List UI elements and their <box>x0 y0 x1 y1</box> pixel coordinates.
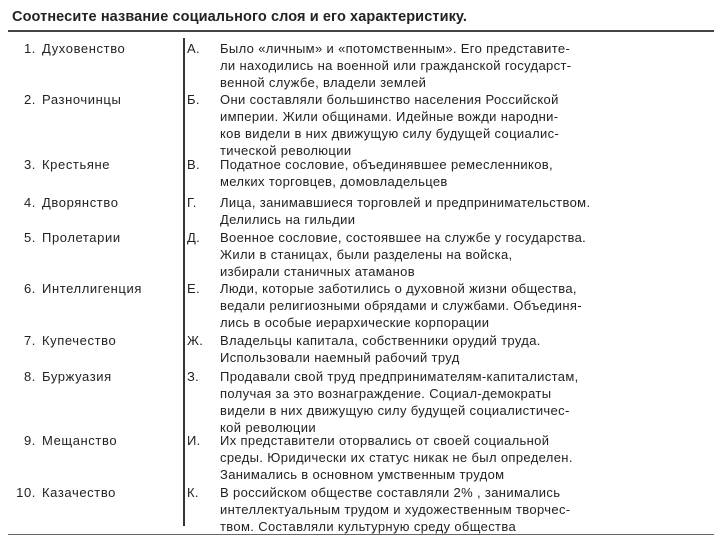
characteristic-text: Владельцы капитала, собственники орудий труда. Использовали наемный рабочий труд <box>220 333 541 365</box>
characteristic-text: Их представители оторвались от своей социальной среды. Юридически их статус никак не был определен. Занимались в основном умственным трудом <box>220 433 573 482</box>
layer-item: 5. Пролетарии <box>23 230 121 245</box>
characteristic-text: Было «личным» и «потомственным». Его представите- ли находились на военной или гражданской государст- венной службе, владели землей <box>220 41 572 90</box>
characteristic-letter: Д. <box>187 230 201 245</box>
characteristic-text: В российском обществе составляли 2% , занимались интеллектуальным трудом и художественным творчес- твом. Составляли культурную среду общества <box>220 485 571 534</box>
layer-item: 3. Крестьяне <box>23 157 111 172</box>
layer-item: 10. Казачество <box>16 485 117 500</box>
characteristic-letter: В. <box>187 157 200 172</box>
characteristic-text: Они составляли большинство населения Российской империи. Жили общинами. Идейные вожди народни- ков видели в них движущую силу будущей социалис- тической революции <box>220 92 560 158</box>
layer-item: 7. Купечество <box>23 333 117 348</box>
characteristic-letter: Ж. <box>187 333 204 348</box>
page-title: Соотнесите название социального слоя и его характеристику. <box>12 9 467 25</box>
characteristic-text: Податное сословие, объединявшее ремесленников, мелких торговцев, домовладельцев <box>220 157 554 189</box>
layer-item: 6. Интеллигенция <box>23 281 142 296</box>
layer-item: 9. Мещанство <box>23 433 118 448</box>
characteristic-text: Продавали свой труд предпринимателям-капиталистам, получая за это вознаграждение. Социал-демократы видели в них движущую силу будущей социалистичес- кой революции <box>220 369 579 435</box>
characteristic-letter: Г. <box>187 195 197 210</box>
bottom-rule <box>8 534 714 535</box>
characteristic-text: Люди, которые заботились о духовной жизни общества, ведали религиозными обрядами и службами. Объединя- лись в особые иерархические корпорации <box>220 281 582 330</box>
layer-item: 8. Буржуазия <box>23 369 112 384</box>
characteristic-text: Военное сословие, состоявшее на службе у государства. Жили в станицах, были разделены на войска, избирали станичных атаманов <box>220 230 587 279</box>
layer-item: 4. Дворянство <box>23 195 119 210</box>
characteristic-letter: Б. <box>187 92 200 107</box>
characteristic-letter: З. <box>187 369 200 384</box>
characteristic-letter: А. <box>187 41 200 56</box>
characteristic-letter: И. <box>187 433 201 448</box>
characteristic-letter: Е. <box>187 281 200 296</box>
layer-item: 1. Духовенство <box>23 41 126 56</box>
characteristic-text: Лица, занимавшиеся торговлей и предпринимательством. Делились на гильдии <box>220 195 591 227</box>
characteristic-letter: К. <box>187 485 199 500</box>
layer-item: 2. Разночинцы <box>23 92 122 107</box>
top-rule <box>8 30 714 32</box>
column-divider <box>183 38 185 526</box>
